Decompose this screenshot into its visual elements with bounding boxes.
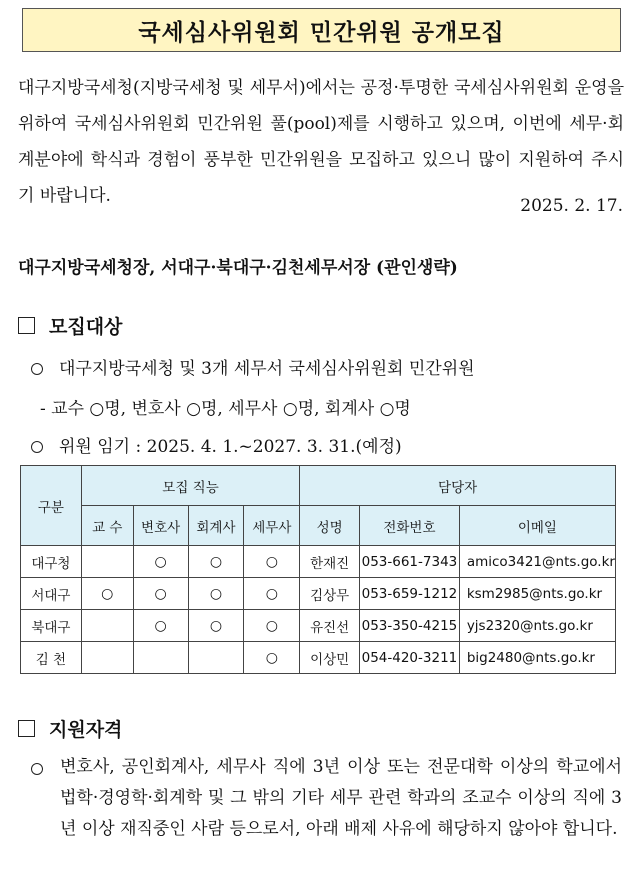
intro-paragraph: 대구지방국세청(지방국세청 및 세무서)에서는 공정·투명한 국세심사위원회 운영을 위하여 국세심사위원회 민간위원 풀(pool)제를 시행하고 있으며, 이번에 세무·회계분야에 학식과 경험이 풍부한 민간위원을 모집하고 있으니 많이 지원하여 주시기 바랍니다. xyxy=(18,78,624,206)
checkbox-square-icon xyxy=(18,317,35,334)
header-lawyer: 변호사 xyxy=(133,506,188,546)
contact-name: 한재진 xyxy=(300,546,360,578)
contact-phone: 054-420-3211 xyxy=(360,642,460,674)
header-contact-group: 담당자 xyxy=(300,466,616,506)
header-recruit-group: 모집 직능 xyxy=(81,466,299,506)
contact-email: ksm2985@nts.go.kr xyxy=(459,578,615,610)
mark-cell: ○ xyxy=(133,610,188,642)
office-cell: 서대구 xyxy=(21,578,82,610)
contact-phone: 053-661-7343 xyxy=(360,546,460,578)
contact-name: 이상민 xyxy=(300,642,360,674)
signer-line: 대구지방국세청장, 서대구·북대구·김천세무서장 (관인생략) xyxy=(18,258,458,278)
contact-phone: 053-659-1212 xyxy=(360,578,460,610)
title-box xyxy=(22,8,621,52)
office-cell: 대구청 xyxy=(21,546,82,578)
office-cell: 북대구 xyxy=(21,610,82,642)
checkbox-square-icon xyxy=(18,720,35,737)
mark-cell: ○ xyxy=(81,578,133,610)
mark-cell: ○ xyxy=(133,578,188,610)
header-accountant: 회계사 xyxy=(188,506,244,546)
office-cell: 김 천 xyxy=(21,642,82,674)
mark-cell xyxy=(188,642,244,674)
announcement-date: 2025. 2. 17. xyxy=(520,196,623,216)
mark-cell xyxy=(81,610,133,642)
header-office: 구분 xyxy=(21,466,82,546)
circle-bullet-icon xyxy=(31,441,43,453)
mark-cell: ○ xyxy=(188,578,244,610)
term-item xyxy=(31,432,402,457)
mark-cell: ○ xyxy=(244,546,300,578)
table-row xyxy=(21,578,616,610)
target-item xyxy=(31,354,475,379)
table-row xyxy=(21,642,616,674)
contact-email: amico3421@nts.go.kr xyxy=(459,546,615,578)
mark-cell: ○ xyxy=(188,610,244,642)
header-phone: 전화번호 xyxy=(360,506,460,546)
target-item-text: 대구지방국세청 및 3개 세무서 국세심사위원회 민간위원 xyxy=(59,359,475,379)
section-recruitment-target xyxy=(18,312,122,339)
mark-cell xyxy=(133,642,188,674)
header-tax-accountant: 세무사 xyxy=(244,506,300,546)
contact-name: 유진선 xyxy=(300,610,360,642)
circle-bullet-icon xyxy=(31,363,43,375)
mark-cell: ○ xyxy=(244,610,300,642)
mark-cell xyxy=(81,546,133,578)
recruitment-table xyxy=(20,465,616,674)
mark-cell: ○ xyxy=(244,578,300,610)
mark-cell: ○ xyxy=(244,642,300,674)
mark-cell xyxy=(81,642,133,674)
header-name: 성명 xyxy=(300,506,360,546)
section-eligibility xyxy=(18,715,122,742)
eligibility-text: 변호사, 공인회계사, 세무사 직에 3년 이상 또는 전문대학 이상의 학교에서 법학·경영학·회계학 및 그 밖의 기타 세무 관련 학과의 조교수 이상의 직에 3년 이상 재직중인 사람 등으로서, 아래 배제 사유에 해당하지 않아야 합니다. xyxy=(60,757,622,839)
contact-name: 김상무 xyxy=(300,578,360,610)
circle-bullet-icon xyxy=(31,763,43,775)
mark-cell: ○ xyxy=(133,546,188,578)
mark-cell: ○ xyxy=(188,546,244,578)
target-subitem: - 교수 ○명, 변호사 ○명, 세무사 ○명, 회계사 ○명 xyxy=(40,399,411,419)
header-email: 이메일 xyxy=(459,506,615,546)
contact-email: big2480@nts.go.kr xyxy=(459,642,615,674)
table-row xyxy=(21,546,616,578)
contact-phone: 053-350-4215 xyxy=(360,610,460,642)
page-title: 국세심사위원회 민간위원 공개모집 xyxy=(138,19,505,46)
contact-email: yjs2320@nts.go.kr xyxy=(459,610,615,642)
section-heading: 모집대상 xyxy=(49,316,123,338)
header-professor: 교 수 xyxy=(81,506,133,546)
section-heading: 지원자격 xyxy=(49,719,123,741)
table-row xyxy=(21,610,616,642)
term-item-text: 위원 임기 : 2025. 4. 1.~2027. 3. 31.(예정) xyxy=(59,437,402,457)
